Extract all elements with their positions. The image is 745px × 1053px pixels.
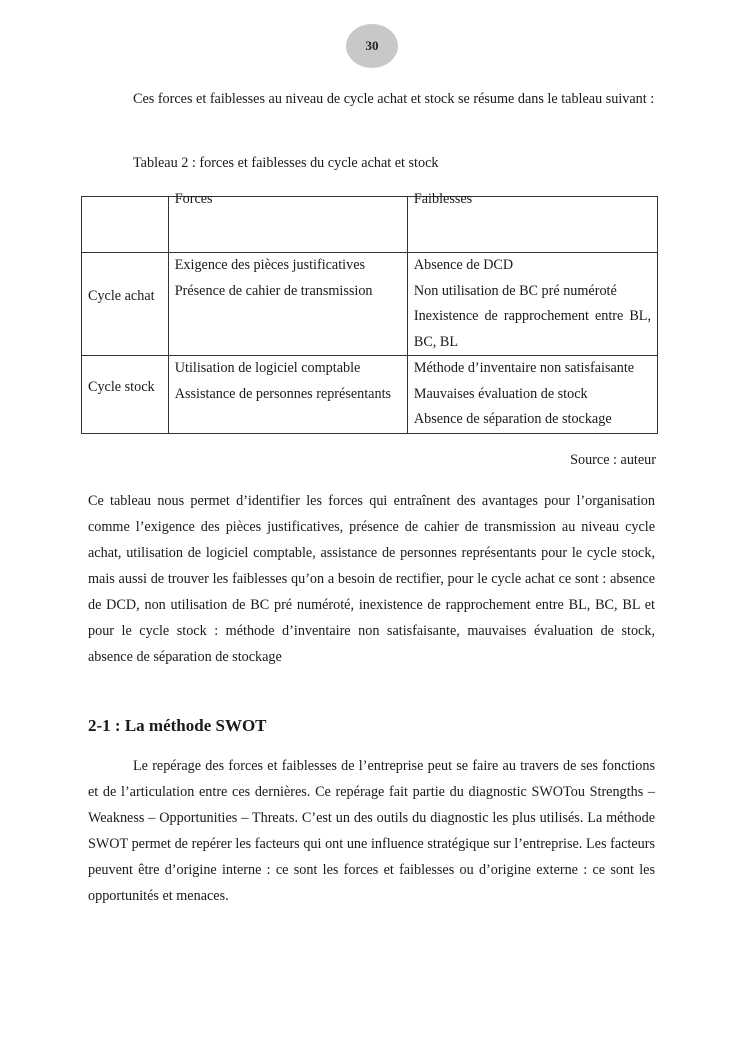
forces-item: Assistance de personnes représentants	[174, 385, 392, 402]
faiblesses-cell	[407, 253, 657, 356]
header-cell-faiblesses: Faiblesses	[407, 197, 657, 253]
header-cell-empty	[82, 197, 169, 253]
header-cell-forces: Forces	[168, 197, 407, 253]
faiblesses-item: Méthode d’inventaire non satisfaisante	[413, 360, 635, 376]
faiblesses-item: Inexistence de rapprochement entre BL, BC, BL	[413, 308, 651, 350]
table-source: Source : auteur	[570, 452, 656, 468]
analysis-paragraph: Ce tableau nous permet d’identifier les forces qui entraînent des avantages pour l’organisation comme l’exigence des pièces justificatives, présence de cahier de transmission au niveau cycle achat, utilisation de logiciel comptable, assistance de personnes représentants pour le cycle stock, mais aussi de trouver les faiblesses qu’on a besoin de rectifier, pour le cycle achat ce sont : absence de DCD, non utilisation de BC pré numéroté, inexistence de rapprochement entre BL, BC, BL et pour le cycle stock : méthode d’inventaire non satisfaisante, mauvaises évaluation de stock, absence de séparation de stockage	[88, 493, 655, 665]
section-heading: 2-1 : La méthode SWOT	[88, 716, 267, 735]
faiblesses-item: Mauvaises évaluation de stock	[413, 385, 588, 402]
forces-item: Présence de cahier de transmission	[174, 282, 373, 299]
intro-paragraph: Ces forces et faiblesses au niveau de cycle achat et stock se résume dans le tableau suivant :	[133, 91, 655, 107]
row-label-cell: Cycle achat	[82, 253, 169, 356]
row-label-cell: Cycle stock	[82, 356, 169, 434]
table-row-cycle-stock	[82, 356, 658, 434]
faiblesses-cell	[407, 356, 657, 434]
faiblesses-item: Non utilisation de BC pré numéroté	[413, 282, 617, 299]
forces-cell	[168, 356, 407, 434]
forces-faiblesses-table	[81, 191, 658, 434]
table-caption: Tableau 2 : forces et faiblesses du cycle achat et stock	[133, 155, 439, 171]
page-number-badge: 30	[346, 24, 398, 68]
table-header-row	[82, 197, 658, 253]
faiblesses-item: Absence de séparation de stockage	[413, 411, 612, 427]
forces-item: Utilisation de logiciel comptable	[174, 360, 361, 376]
forces-item: Exigence des pièces justificatives	[174, 257, 366, 273]
swot-paragraph: Le repérage des forces et faiblesses de l’entreprise peut se faire au travers de ses fonctions et de l’articulation entre ces dernières. Ce repérage fait partie du diagnostic SWOTou Strengths – Weakness – Opportunities – Threats. C’est un des outils du diagnostic les plus utilisés. La méthode SWOT permet de repérer les facteurs qui ont une influence stratégique sur l’entreprise. Les facteurs peuvent être d’origine interne : ce sont les forces et faiblesses ou d’origine externe : ce sont les opportunités et menaces.	[88, 758, 655, 904]
table-row-cycle-achat	[82, 253, 658, 356]
faiblesses-item: Absence de DCD	[413, 257, 514, 273]
forces-cell	[168, 253, 407, 356]
